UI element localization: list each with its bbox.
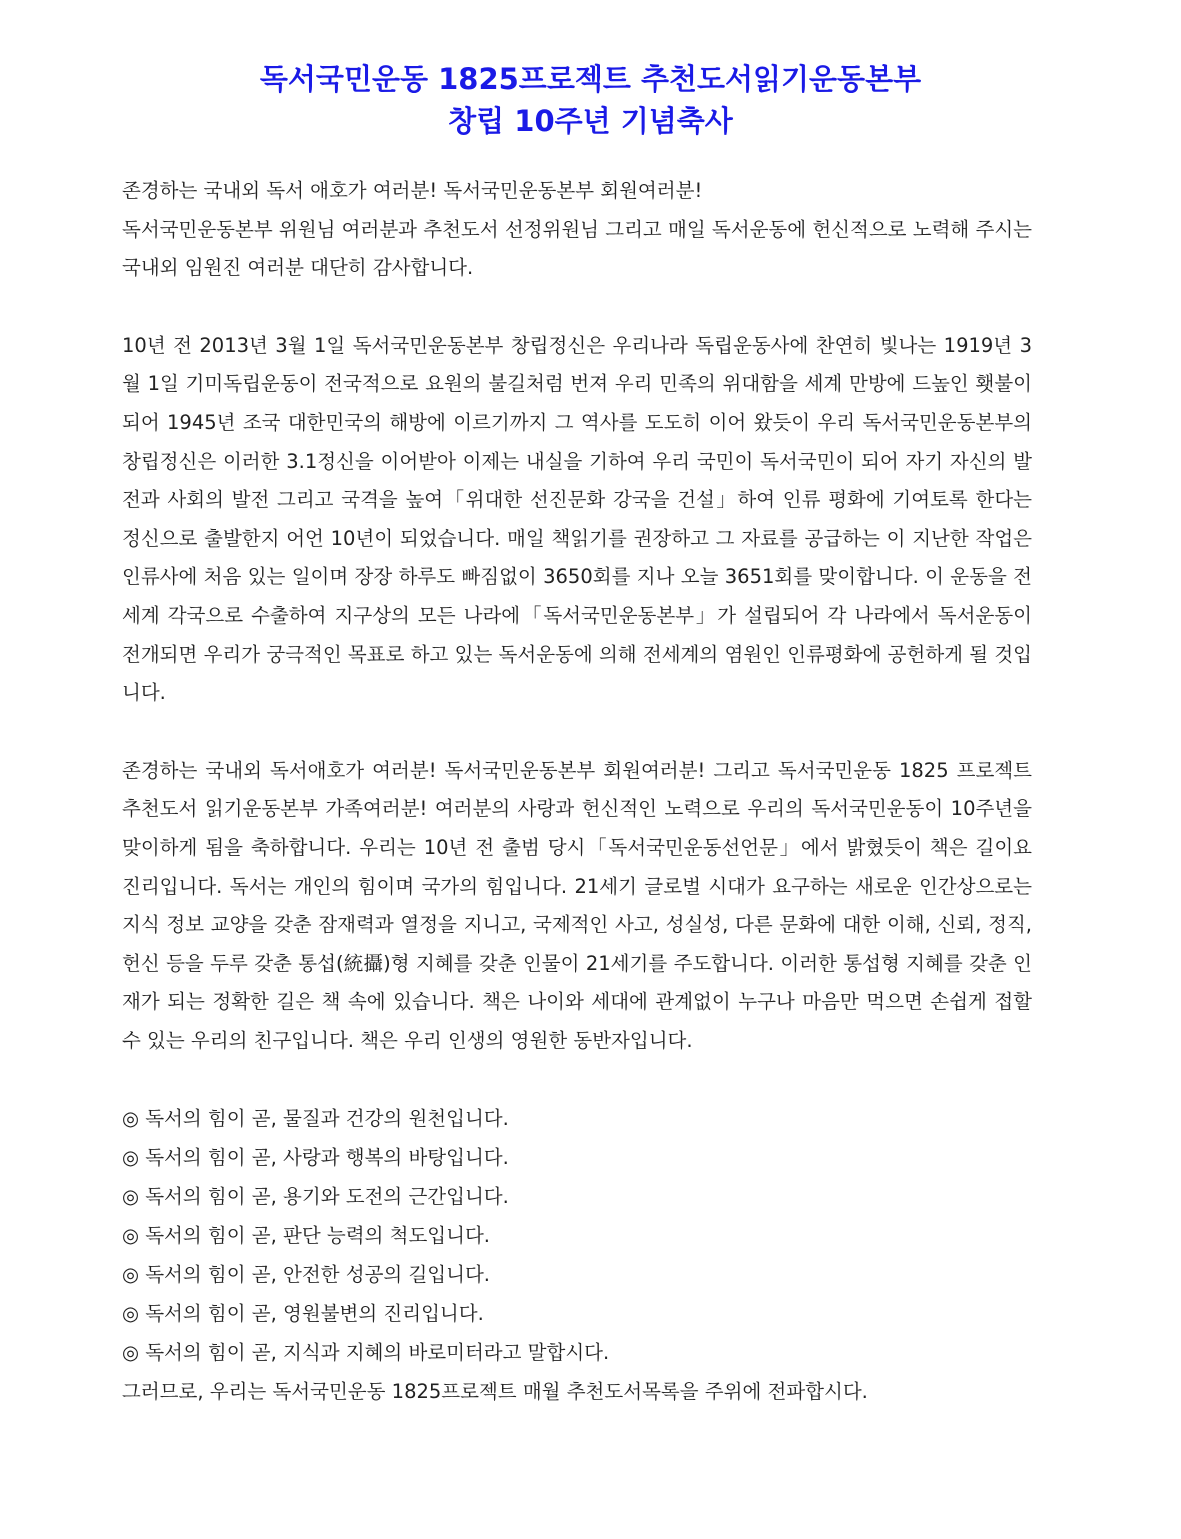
history-paragraph: 10년 전 2013년 3월 1일 독서국민운동본부 창립정신은 우리나라 독립운동사에 찬연히 빛나는 1919년 3월 1일 기미독립운동이 전국적으로 요원의 불길처럼 번져 우리 민족의 위대함을 세계 만방에 드높인 횃불이 되어 1945년 조국 대한민국의 해방에 이르기까지 그 역사를 도도히 이어 왔듯이 우리 독서국민운동본부의 창립정신은 이러한 3.1정신을 이어받아 이제는 내실을 기하여 우리 국민이 독서국민이 되어 자기 자신의 발전과 사회의 발전 그리고 국격을 높여「위대한 선진문화 강국을 건설」하여 인류 평화에 기여토록 한다는 정신으로 출발한지 어언 10년이 되었습니다. 매일 책읽기를 권장하고 그 자료를 공급하는 이 지난한 작업은 인류사에 처음 있는 일이며 장장 하루도 빠짐없이 3650회를 지나 오늘 3651회를 맞이합니다. 이 운동을 전 세계 각국으로 수출하여 지구상의 모든 나라에「독서국민운동본부」가 설립되어 각 나라에서 독서운동이 전개되면 우리가 궁극적인 목표로 하고 있는 독서운동에 의해 전세계의 염원인 인류평화에 공헌하게 될 것입니다. (122, 333, 1032, 705)
paragraph-gap (122, 1060, 1032, 1099)
paragraph-gap (122, 288, 1032, 327)
reading-power-list (122, 1099, 1032, 1372)
list-item: ◎ 독서의 힘이 곧, 물질과 건강의 원천입니다. (122, 1107, 509, 1131)
greeting-line: 존경하는 국내외 독서 애호가 여러분! 독서국민운동본부 회원여러분! (122, 179, 703, 202)
list-item: ◎ 독서의 힘이 곧, 지식과 지혜의 바로미터라고 말합시다. (122, 1341, 610, 1365)
list-item: ◎ 독서의 힘이 곧, 사랑과 행복의 바탕입니다. (122, 1146, 509, 1170)
list-item: ◎ 독서의 힘이 곧, 안전한 성공의 길입니다. (122, 1263, 490, 1287)
document-body (122, 172, 1032, 1411)
title-line-2: 창립 10주년 기념축사 (448, 104, 733, 138)
paragraph-gap (122, 713, 1032, 752)
list-item: ◎ 독서의 힘이 곧, 용기와 도전의 근간입니다. (122, 1185, 509, 1209)
document-title (0, 58, 1181, 142)
title-line-1: 독서국민운동 1825프로젝트 추천도서읽기운동본부 (259, 62, 922, 96)
celebration-paragraph: 존경하는 국내외 독서애호가 여러분! 독서국민운동본부 회원여러분! 그리고 독서국민운동 1825 프로젝트 추천도서 읽기운동본부 가족여러분! 여러분의 사랑과 헌신적인 노력으로 우리의 독서국민운동이 10주년을 맞이하게 됨을 축하합니다. 우리는 10년 전 출범 당시「독서국민운동선언문」에서 밝혔듯이 책은 길이요 진리입니다. 독서는 개인의 힘이며 국가의 힘입니다. 21세기 글로벌 시대가 요구하는 새로운 인간상으로는 지식 정보 교양을 갖춘 잠재력과 열정을 지니고, 국제적인 사고, 성실성, 다른 문화에 대한 이해, 신뢰, 정직, 헌신 등을 두루 갖춘 통섭(統攝)형 지혜를 갖춘 인물이 21세기를 주도합니다. 이러한 통섭형 지혜를 갖춘 인재가 되는 정확한 길은 책 속에 있습니다. 책은 나이와 세대에 관계없이 누구나 마음만 먹으면 손쉽게 접할 수 있는 우리의 친구입니다. 책은 우리 인생의 영원한 동반자입니다. (122, 758, 1032, 1052)
list-item: ◎ 독서의 힘이 곧, 영원불변의 진리입니다. (122, 1302, 484, 1326)
greeting-thanks-paragraph: 독서국민운동본부 위원님 여러분과 추천도서 선정위원님 그리고 매일 독서운동에 헌신적으로 노력해 주시는 국내외 임원진 여러분 대단히 감사합니다. (122, 217, 1032, 280)
closing-line: 그러므로, 우리는 독서국민운동 1825프로젝트 매월 추천도서목록을 주위에 전파합시다. (122, 1380, 868, 1404)
list-item: ◎ 독서의 힘이 곧, 판단 능력의 척도입니다. (122, 1224, 490, 1248)
